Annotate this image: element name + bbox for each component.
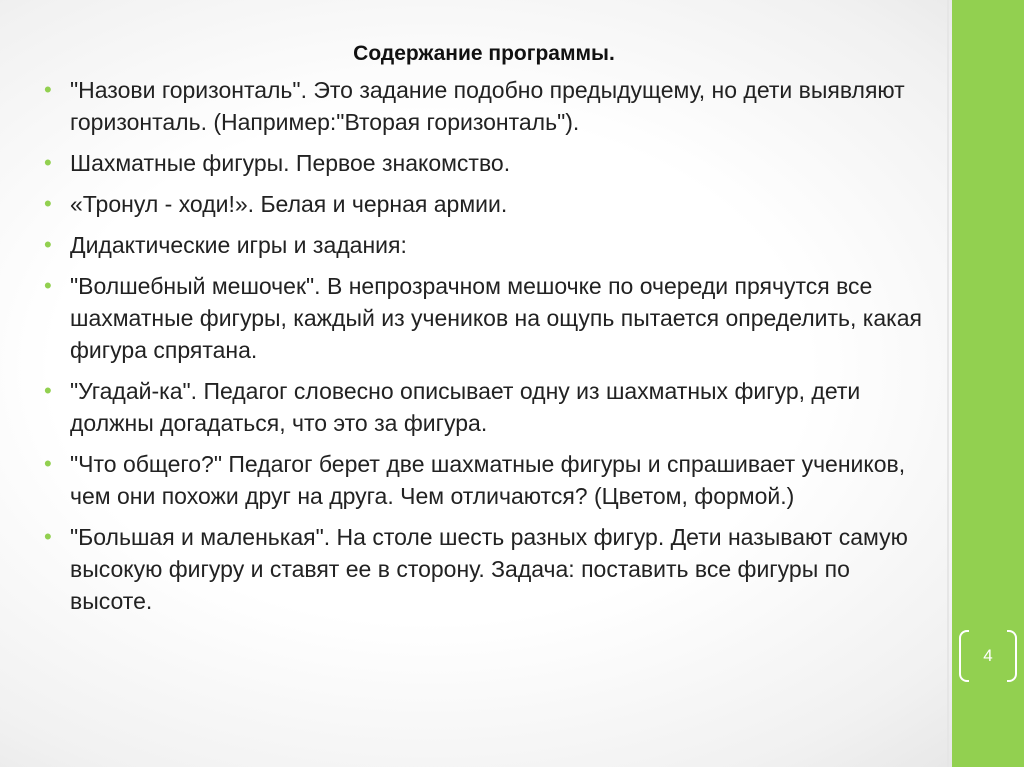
list-item [44, 188, 924, 220]
list-item [44, 375, 924, 439]
list-item-text: "Большая и маленькая". На столе шесть разных фигур. Дети называют самую высокую фигуру и ставят ее в сторону. Задача: поставить все фигуры по высоте. [70, 524, 908, 614]
list-item [44, 448, 924, 512]
list-item [44, 74, 924, 138]
list-item [44, 270, 924, 366]
bullet-dot-icon: • [44, 150, 52, 175]
bullet-dot-icon: • [44, 524, 52, 549]
right-brace-icon [1007, 630, 1017, 682]
bullet-dot-icon: • [44, 273, 52, 298]
page-number: 4 [983, 646, 993, 665]
list-item-text: "Назови горизонталь". Это задание подобно предыдущему, но дети выявляют горизонталь. (Например:"Вторая горизонталь"). [70, 77, 905, 135]
bullet-dot-icon: • [44, 232, 52, 257]
list-item-text: «Тронул - ходи!». Белая и черная армии. [70, 191, 508, 217]
bullet-dot-icon: • [44, 378, 52, 403]
bullet-dot-icon: • [44, 191, 52, 216]
list-item-text: "Угадай-ка". Педагог словесно описывает одну из шахматных фигур, дети должны догадаться, что это за фигура. [70, 378, 861, 436]
bullet-dot-icon: • [44, 77, 52, 102]
list-item-text: "Волшебный мешочек". В непрозрачном мешочке по очереди прячутся все шахматные фигуры, каждый из учеников на ощупь пытается определить, какая фигура спрятана. [70, 273, 922, 363]
list-item-text: Шахматные фигуры. Первое знакомство. [70, 150, 511, 176]
list-item-text: "Что общего?" Педагог берет две шахматные фигуры и спрашивает учеников, чем они похожи друг на друга. Чем отличаются? (Цветом, формой.) [70, 451, 906, 509]
side-divider [947, 0, 949, 767]
slide-title: Содержание программы. [353, 42, 615, 65]
slide-content [44, 40, 924, 626]
list-item [44, 521, 924, 617]
page-number-box [955, 630, 1021, 682]
list-item [44, 147, 924, 179]
list-item [44, 229, 924, 261]
bullet-list [44, 74, 924, 617]
bullet-dot-icon: • [44, 451, 52, 476]
list-item-text: Дидактические игры и задания: [70, 232, 407, 258]
left-brace-icon [959, 630, 969, 682]
